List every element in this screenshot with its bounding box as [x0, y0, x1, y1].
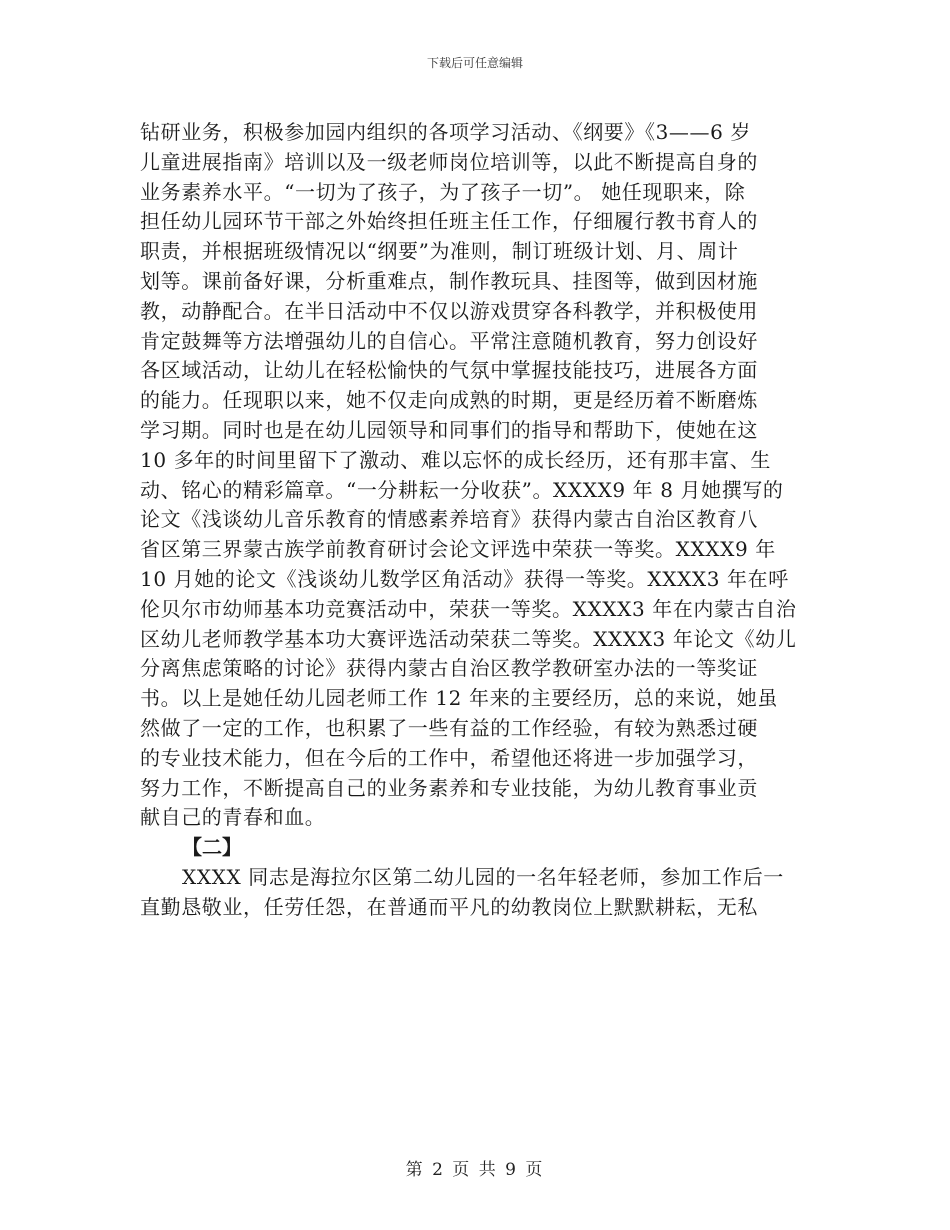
paragraph-1	[140, 118, 810, 833]
paragraph-line: 省区第三界蒙古族学前教育研讨会论文评选中荣获一等奖。XXXX9 年	[140, 537, 776, 562]
paragraph-line: 区幼儿老师教学基本功大赛评选活动荣获二等奖。XXXX3 年论文《幼儿	[140, 626, 797, 651]
paragraph-line: 各区域活动，让幼儿在轻松愉快的气氛中掌握技能技巧，进展各方面	[140, 358, 758, 383]
paragraph-line: 划等。课前备好课，分析重难点，制作教玩具、挂图等，做到因材施	[140, 268, 758, 293]
paragraph-line: 10 多年的时间里留下了激动、难以忘怀的成长经历，还有那丰富、生	[140, 447, 772, 472]
section-heading: 【二】	[182, 835, 242, 860]
paragraph-line: 教，动静配合。在半日活动中不仅以游戏贯穿各科教学，并积极使用	[140, 298, 758, 323]
paragraph-line: 论文《浅谈幼儿音乐教育的情感素养培育》获得内蒙古自治区教育八	[140, 507, 758, 532]
paragraph-line: 分离焦虑策略的讨论》获得内蒙古自治区教学教研室办法的一等奖证	[140, 656, 758, 681]
document-body	[140, 118, 810, 923]
paragraph-line: 儿童进展指南》培训以及一级老师岗位培训等，以此不断提高自身的	[140, 149, 758, 174]
paragraph-line: 担任幼儿园环节干部之外始终担任班主任工作，仔细履行教书育人的	[140, 209, 758, 234]
page-header: 下载后可任意编辑	[426, 56, 523, 70]
paragraph-line: 努力工作，不断提高自己的业务素养和专业技能，为幼儿教育事业贡	[140, 775, 758, 800]
paragraph-2	[140, 863, 810, 923]
paragraph-line: 献自己的青春和血。	[140, 805, 326, 830]
paragraph-line: 肯定鼓舞等方法增强幼儿的自信心。平常注意随机教育，努力创设好	[140, 328, 758, 353]
paragraph-line: 书。以上是她任幼儿园老师工作 12 年来的主要经历，总的来说，她虽	[140, 686, 778, 711]
paragraph-line: 10 月她的论文《浅谈幼儿数学区角活动》获得一等奖。XXXX3 年在呼	[140, 566, 789, 591]
page-number: 第 2 页 共 9 页	[405, 1160, 545, 1180]
paragraph-line: 的能力。任现职以来，她不仅走向成熟的时期，更是经历着不断磨炼	[140, 388, 758, 413]
paragraph-line: 动、铭心的精彩篇章。“一分耕耘一分收获”。XXXX9 年 8 月她撰写的	[140, 477, 784, 502]
paragraph-line: 的专业技术能力，但在今后的工作中，希望他还将进一步加强学习，	[140, 745, 758, 770]
paragraph-line: 然做了一定的工作，也积累了一些有益的工作经验，有较为熟悉过硬	[140, 715, 758, 740]
paragraph-line: 业务素养水平。“一切为了孩子，为了孩子一切”。 她任现职来，除	[140, 179, 746, 204]
paragraph-line: XXXX 同志是海拉尔区第二幼儿园的一名年轻老师，参加工作后一	[182, 864, 784, 889]
paragraph-line: 钻研业务，积极参加园内组织的各项学习活动、《纲要》《3——6 岁	[140, 120, 752, 144]
paragraph-line: 学习期。同时也是在幼儿园领导和同事们的指导和帮助下，使她在这	[140, 417, 758, 442]
paragraph-line: 职责，并根据班级情况以“纲要”为准则，制订班级计划、月、周计	[140, 239, 739, 264]
paragraph-line: 直勤恳敬业，任劳任怨，在普通而平凡的幼教岗位上默默耕耘，无私	[140, 894, 758, 919]
paragraph-line: 伦贝尔市幼师基本功竞赛活动中，荣获一等奖。XXXX3 年在内蒙古自治	[140, 596, 797, 621]
